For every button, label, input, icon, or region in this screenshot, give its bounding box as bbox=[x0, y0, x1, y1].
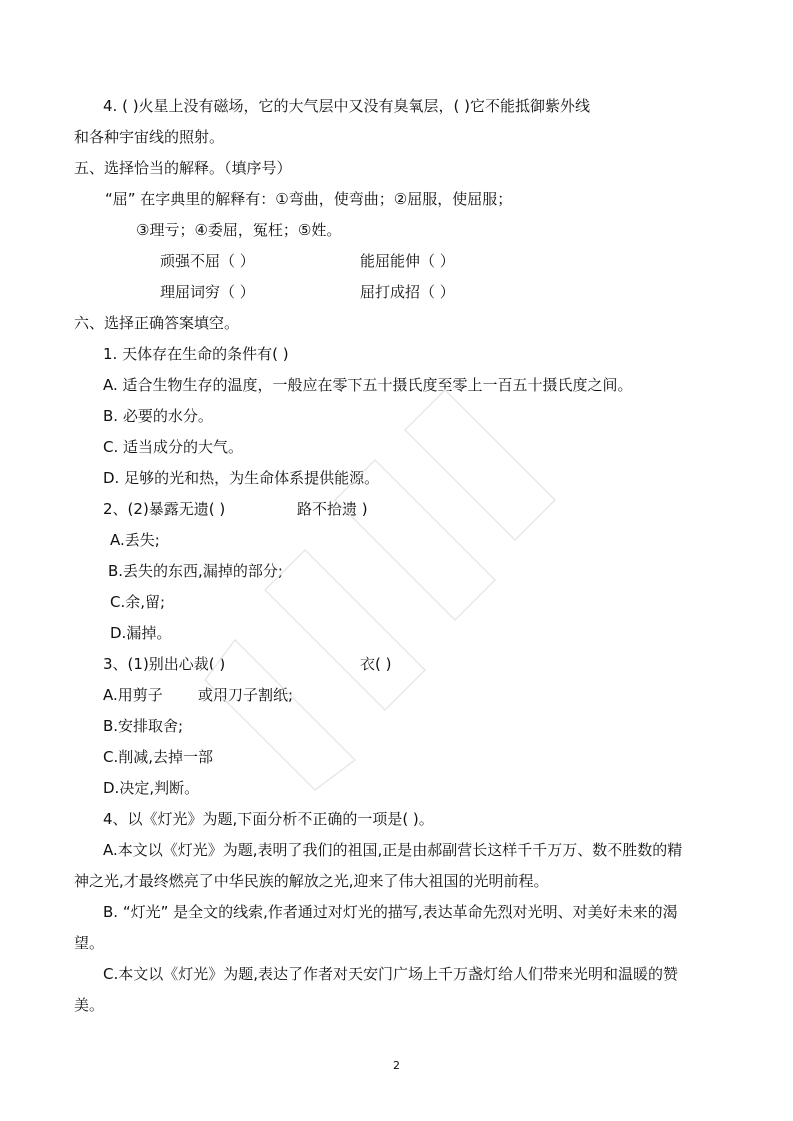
q6-2-option-b: B.丢失的东西,漏掉的部分; bbox=[108, 562, 283, 580]
q6-3-question-part-2: 衣( ) bbox=[360, 655, 392, 673]
q6-4-option-c-line-2: 美。 bbox=[74, 996, 105, 1014]
q6-2-question-part-2: 路不拾遗 ) bbox=[297, 500, 368, 518]
section-6-heading: 六、选择正确答案填空。 bbox=[74, 314, 240, 332]
idiom-wanqiangbuqu: 顽强不屈（ ） bbox=[160, 252, 255, 270]
q6-2-question: 2、(2)暴露无遗( ) bbox=[103, 500, 226, 518]
qu-definitions-line-2: ③理亏；④委屈，冤枉；⑤姓。 bbox=[136, 221, 342, 239]
q6-3-option-b: B.安排取舍; bbox=[103, 717, 184, 735]
section-5-heading: 五、选择恰当的解释。（填序号） bbox=[74, 159, 292, 177]
q4-line-2: 和各种宇宙线的照射。 bbox=[74, 128, 225, 146]
q6-4-option-c-line-1: C.本文以《灯光》为题,表达了作者对天安门广场上千万盏灯给人们带来光明和温暖的赞 bbox=[103, 965, 679, 983]
q6-1-question: 1. 天体存在生命的条件有( ) bbox=[103, 345, 289, 363]
idiom-qudachengzhao: 屈打成招（ ） bbox=[360, 283, 455, 301]
q6-4-option-b-line-1: B. “灯光” 是全文的线索,作者通过对灯光的描写,表达革命先烈对光明、对美好未来的渴 bbox=[103, 903, 678, 921]
q6-3-question: 3、(1)别出心裁( ) bbox=[103, 655, 226, 673]
q6-3-option-c: C.削减,去掉一部 bbox=[103, 748, 214, 766]
q6-3-option-a: A.用剪子 bbox=[103, 686, 163, 704]
q6-2-option-d: D.漏掉。 bbox=[110, 624, 172, 642]
q6-3-option-d: D.决定,判断。 bbox=[103, 779, 200, 797]
q4-line-1: 4. ( )火星上没有磁场，它的大气层中又没有臭氧层，( )它不能抵御紫外线 bbox=[103, 97, 591, 115]
idiom-nengqunengshen: 能屈能伸（ ） bbox=[360, 252, 455, 270]
faint-watermark-graphic bbox=[195, 380, 575, 800]
q6-1-option-c: C. 适当成分的大气。 bbox=[103, 438, 244, 456]
q6-4-question: 4、以《灯光》为题,下面分析不正确的一项是( )。 bbox=[103, 810, 434, 828]
q6-3-option-a-part-2: 或用刀子割纸; bbox=[198, 686, 294, 704]
idiom-liqucigiong: 理屈词穷（ ） bbox=[160, 283, 255, 301]
q6-1-option-b: B. 必要的水分。 bbox=[103, 407, 213, 425]
q6-4-option-b-line-2: 望。 bbox=[74, 934, 105, 952]
qu-definitions-line-1: “屈” 在字典里的解释有：①弯曲，使弯曲；②屈服，使屈服； bbox=[105, 190, 513, 208]
q6-2-option-a: A.丢失; bbox=[110, 531, 160, 549]
page-number: 2 bbox=[393, 1059, 400, 1072]
q6-1-option-a: A. 适合生物生存的温度，一般应在零下五十摄氏度至零上一百五十摄氏度之间。 bbox=[103, 376, 633, 394]
q6-2-option-c: C.余,留; bbox=[110, 593, 166, 611]
q6-1-option-d: D. 足够的光和热，为生命体系提供能源。 bbox=[103, 469, 380, 487]
q6-4-option-a-line-1: A.本文以《灯光》为题,表明了我们的祖国,正是由郝副营长这样千千万万、数不胜数的精 bbox=[103, 841, 683, 859]
q6-4-option-a-line-2: 神之光,才最终燃亮了中华民族的解放之光,迎来了伟大祖国的光明前程。 bbox=[74, 872, 549, 890]
